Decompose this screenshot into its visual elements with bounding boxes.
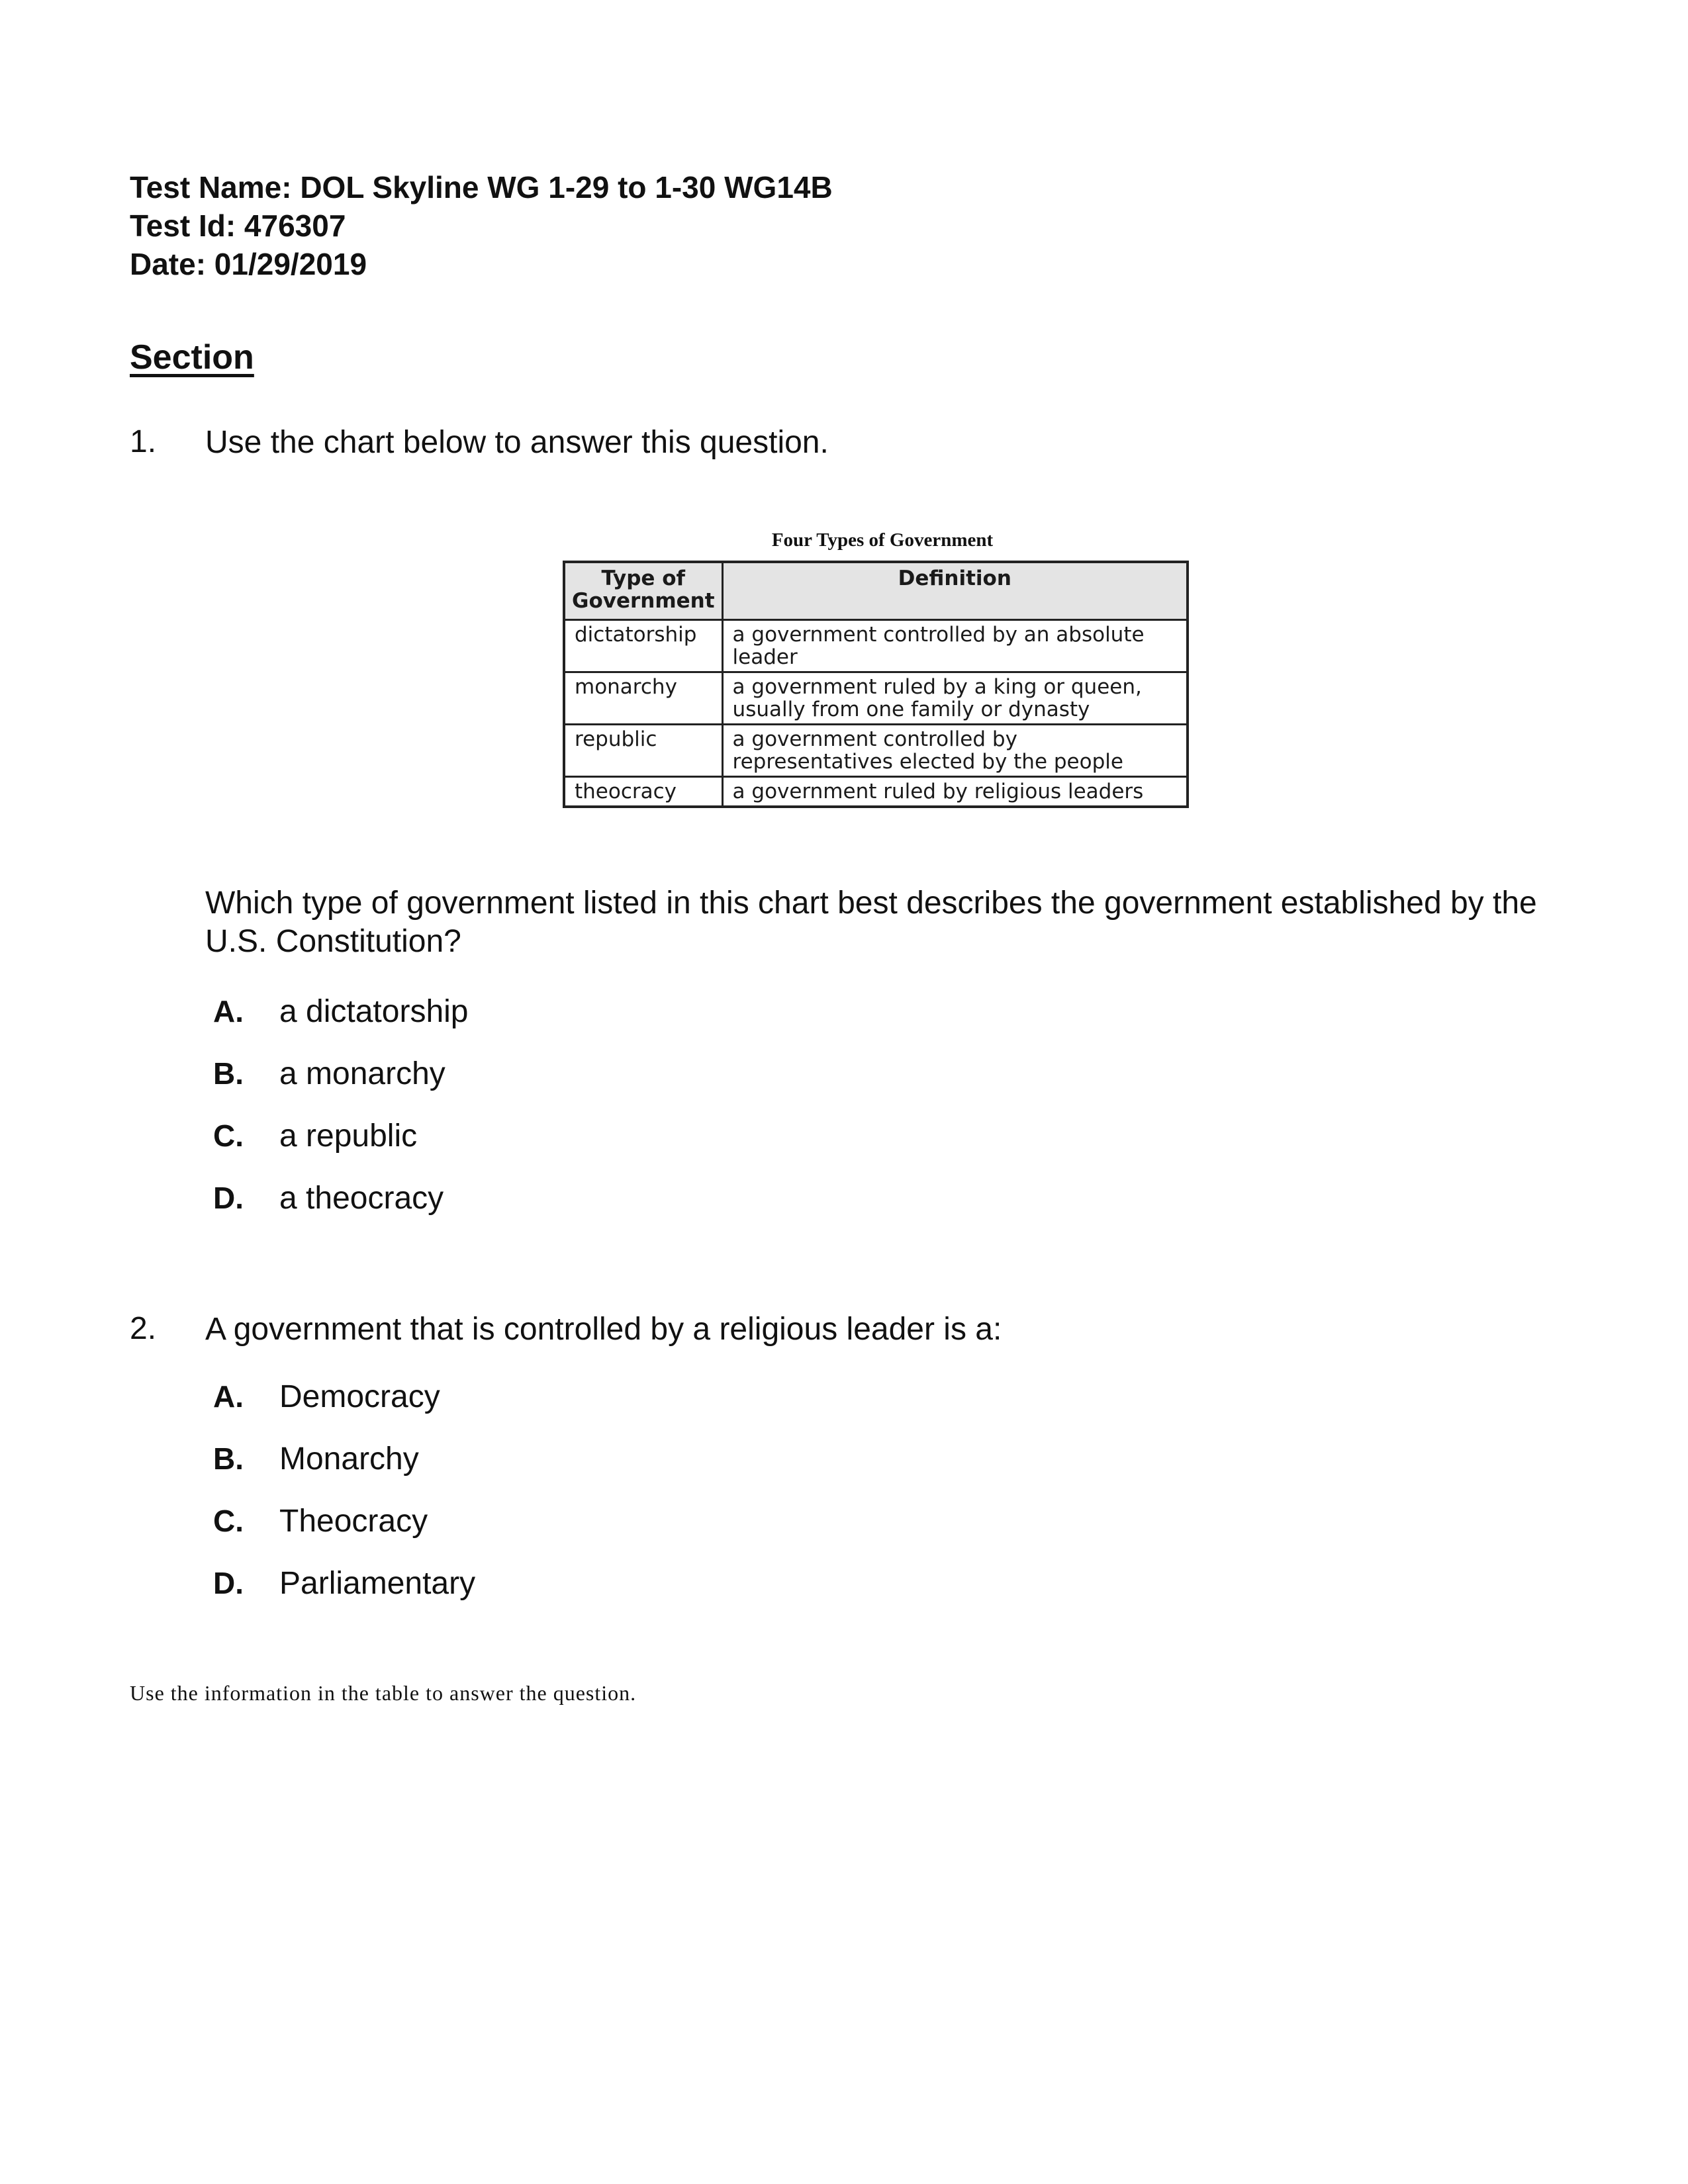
- choice-text: a republic: [279, 1118, 418, 1154]
- choice-text: Parliamentary: [279, 1565, 476, 1601]
- table-instruction: Use the information in the table to answer the question.: [130, 1681, 637, 1705]
- choice-letter: A.: [213, 1379, 244, 1414]
- table-header-row: [564, 562, 1188, 620]
- choice-letter: B.: [213, 1441, 244, 1476]
- chart-title: Four Types of Government: [771, 529, 994, 551]
- question-2-choice-b[interactable]: [213, 1439, 419, 1479]
- government-table: [563, 561, 1189, 808]
- choice-text: a monarchy: [279, 1056, 445, 1091]
- choice-text: Theocracy: [279, 1503, 428, 1539]
- question-2-choice-c[interactable]: [213, 1501, 428, 1541]
- cell-type: republic: [564, 725, 722, 777]
- government-chart: [563, 529, 1189, 808]
- test-date: Date: 01/29/2019: [130, 247, 367, 281]
- column-header-type: Type of Government: [564, 562, 722, 620]
- question-1-choice-a[interactable]: [213, 991, 469, 1031]
- question-2-number: 2.: [130, 1311, 157, 1346]
- test-header: [130, 168, 833, 283]
- question-1-choice-d[interactable]: [213, 1178, 444, 1218]
- table-row: [564, 672, 1188, 725]
- column-header-definition: Definition: [722, 562, 1188, 620]
- question-2-choice-d[interactable]: [213, 1563, 475, 1603]
- table-row: [564, 725, 1188, 777]
- cell-definition: a government controlled by an absolute leader: [722, 620, 1188, 672]
- table-row: [564, 777, 1188, 807]
- test-name: Test Name: DOL Skyline WG 1-29 to 1-30 WG14B: [130, 170, 833, 205]
- section-title: Section: [130, 338, 254, 377]
- test-id: Test Id: 476307: [130, 208, 346, 243]
- question-1-choice-b[interactable]: [213, 1054, 445, 1093]
- choice-letter: D.: [213, 1181, 244, 1215]
- choice-letter: D.: [213, 1566, 244, 1600]
- choice-letter: A.: [213, 994, 244, 1028]
- question-2-choice-a[interactable]: [213, 1377, 440, 1416]
- cell-definition: a government ruled by religious leaders: [722, 777, 1188, 807]
- table-row: [564, 620, 1188, 672]
- choice-letter: B.: [213, 1056, 244, 1091]
- choice-text: a dictatorship: [279, 993, 469, 1029]
- cell-type: dictatorship: [564, 620, 722, 672]
- choice-letter: C.: [213, 1504, 244, 1538]
- choice-text: Monarchy: [279, 1441, 419, 1477]
- question-1-stem: Which type of government listed in this chart best describes the government established by the U.S. Constitution?: [205, 886, 1537, 959]
- question-2-prompt: A government that is controlled by a religious leader is a:: [205, 1312, 1002, 1347]
- cell-definition: a government ruled by a king or queen, usually from one family or dynasty: [722, 672, 1188, 725]
- cell-definition: a government controlled by representatives elected by the people: [722, 725, 1188, 777]
- choice-text: Democracy: [279, 1379, 440, 1414]
- choice-letter: C.: [213, 1118, 244, 1153]
- choice-text: a theocracy: [279, 1180, 444, 1216]
- question-1-choice-c[interactable]: [213, 1116, 417, 1156]
- question-1-prompt: Use the chart below to answer this question.: [205, 425, 829, 460]
- question-1-number: 1.: [130, 424, 157, 459]
- cell-type: monarchy: [564, 672, 722, 725]
- cell-type: theocracy: [564, 777, 722, 807]
